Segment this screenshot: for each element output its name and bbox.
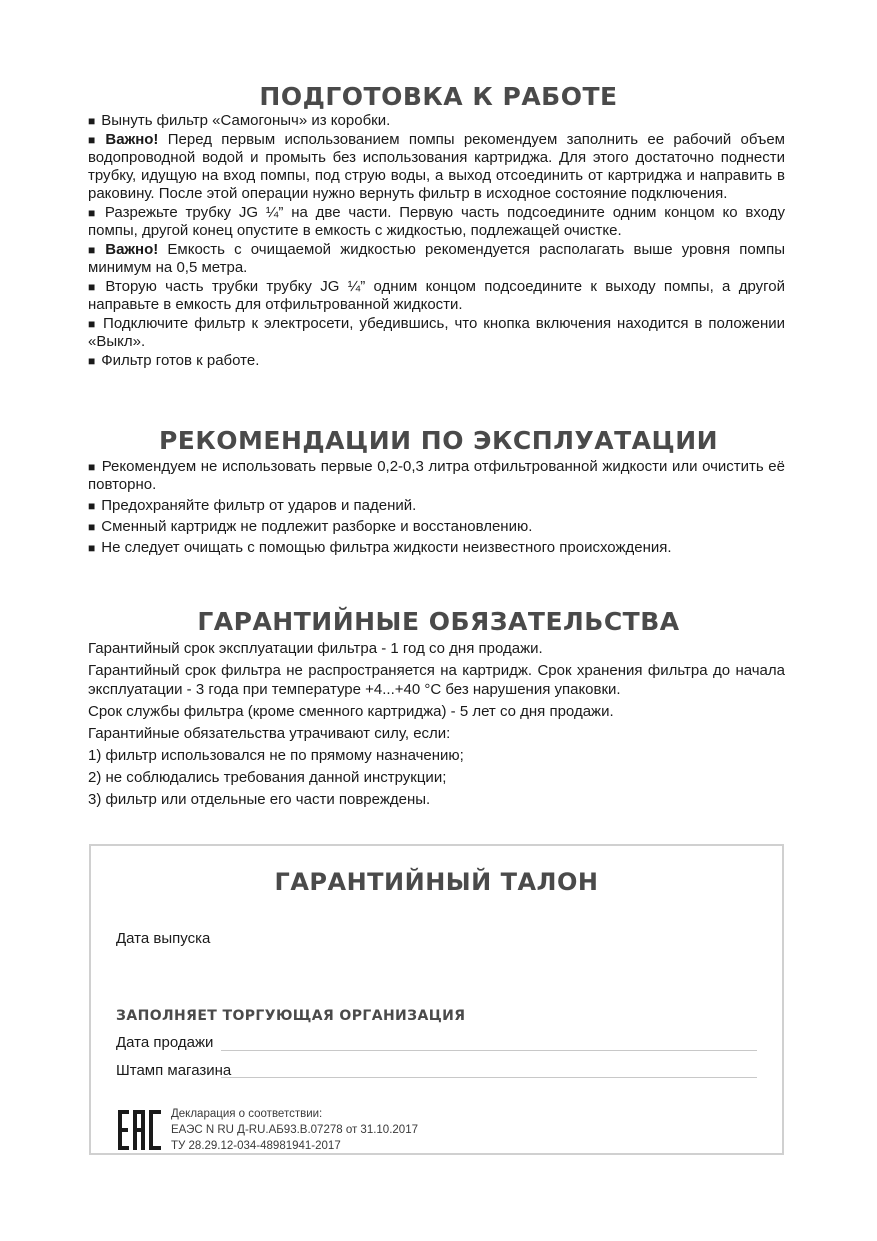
list-item: ■ Подключите фильтр к электросети, убедившись, что кнопка включения находится в положении «Выкл». [88, 315, 785, 350]
warranty-text [88, 639, 785, 812]
section-title-preparation: ПОДГОТОВКА К РАБОТЕ [259, 82, 618, 111]
paragraph: Гарантийные обязательства утрачивают силу, если: [88, 725, 451, 742]
list-item: ■ Рекомендуем не использовать первые 0,2-0,3 литра отфильтрованной жидкости или очистить её повторно. [88, 458, 785, 493]
stamp-line [221, 1077, 757, 1078]
important-label: Важно! [105, 131, 159, 148]
eac-logo-icon [117, 1108, 163, 1152]
bullet-icon: ■ [88, 460, 96, 474]
list-item: ■ Важно! Емкость с очищаемой жидкостью рекомендуется располагать выше уровня помпы минимум на 0,5 метра. [88, 241, 785, 276]
list-item: ■ Предохраняйте фильтр от ударов и падений. [88, 497, 417, 514]
bullet-icon: ■ [88, 520, 96, 534]
sale-date-label: Дата продажи [116, 1034, 214, 1051]
declaration-line: ТУ 28.29.12-034-48981941-2017 [171, 1140, 341, 1152]
declaration-line: Декларация о соответствии: [171, 1108, 323, 1120]
ticket-title: ГАРАНТИЙНЫЙ ТАЛОН [274, 868, 599, 896]
sale-date-line [221, 1050, 757, 1051]
paragraph: Срок службы фильтра (кроме сменного картриджа) - 5 лет со дня продажи. [88, 703, 614, 720]
paragraph: 2) не соблюдались требования данной инструкции; [88, 769, 447, 786]
stamp-label: Штамп магазина [116, 1062, 232, 1079]
list-item: ■ Вынуть фильтр «Самогоныч» из коробки. [88, 112, 391, 129]
bullet-icon: ■ [88, 541, 96, 555]
paragraph: 3) фильтр или отдельные его части повреждены. [88, 791, 431, 808]
list-item: ■ Не следует очищать с помощью фильтра жидкости неизвестного происхождения. [88, 539, 672, 556]
paragraph: Гарантийный срок фильтра не распространяется на картридж. Срок хранения фильтра до начала эксплуатации - 3 года при температуре +4...+40 °С без нарушения упаковки. [88, 662, 785, 698]
bullet-icon: ■ [88, 206, 99, 220]
list-item: ■ Важно! Перед первым использованием помпы рекомендуем заполнить ее рабочий объем водопроводной водой и промыть без использования картриджа. Для этого достаточно поднести трубку, идущую на вход помпы, под струю воды, а выход отсоединить от картриджа и направить в раковину. После этой операции нужно вернуть фильтр в исходное состояние подключения. [88, 131, 785, 202]
section-title-warranty: ГАРАНТИЙНЫЕ ОБЯЗАТЕЛЬСТВА [197, 607, 680, 636]
preparation-list [88, 112, 785, 371]
org-heading: ЗАПОЛНЯЕТ ТОРГУЮЩАЯ ОРГАНИЗАЦИЯ [116, 1008, 466, 1024]
list-item: ■ Сменный картридж не подлежит разборке и восстановлению. [88, 518, 533, 535]
important-label: Важно! [105, 241, 159, 258]
list-item: ■ Вторую часть трубки трубку JG ¼” одним концом подсоедините к выходу помпы, а другой направьте в емкость для отфильтрованной жидкости. [88, 278, 785, 313]
bullet-icon: ■ [88, 280, 100, 294]
paragraph: Гарантийный срок эксплуатации фильтра - 1 год со дня продажи. [88, 640, 543, 657]
paragraph: 1) фильтр использовался не по прямому назначению; [88, 747, 464, 764]
list-item: ■ Фильтр готов к работе. [88, 352, 260, 369]
section-title-recommendations: РЕКОМЕНДАЦИИ ПО ЭКСПЛУАТАЦИИ [158, 426, 719, 455]
bullet-icon: ■ [88, 243, 101, 257]
declaration-line: ЕАЭС N RU Д-RU.АБ93.В.07278 от 31.10.2017 [171, 1124, 418, 1136]
bullet-icon: ■ [88, 133, 101, 147]
list-item: ■ Разрежьте трубку JG ¼” на две части. Первую часть подсоедините одним концом ко входу помпы, другой конец опустите в емкость с жидкостью, подлежащей очистке. [88, 204, 785, 239]
bullet-icon: ■ [88, 317, 98, 331]
bullet-icon: ■ [88, 499, 96, 513]
warranty-ticket [89, 844, 784, 1155]
declaration [171, 1106, 418, 1154]
recommendations-list [88, 458, 785, 558]
release-date-label: Дата выпуска [116, 930, 211, 947]
bullet-icon: ■ [88, 114, 96, 128]
bullet-icon: ■ [88, 354, 96, 368]
